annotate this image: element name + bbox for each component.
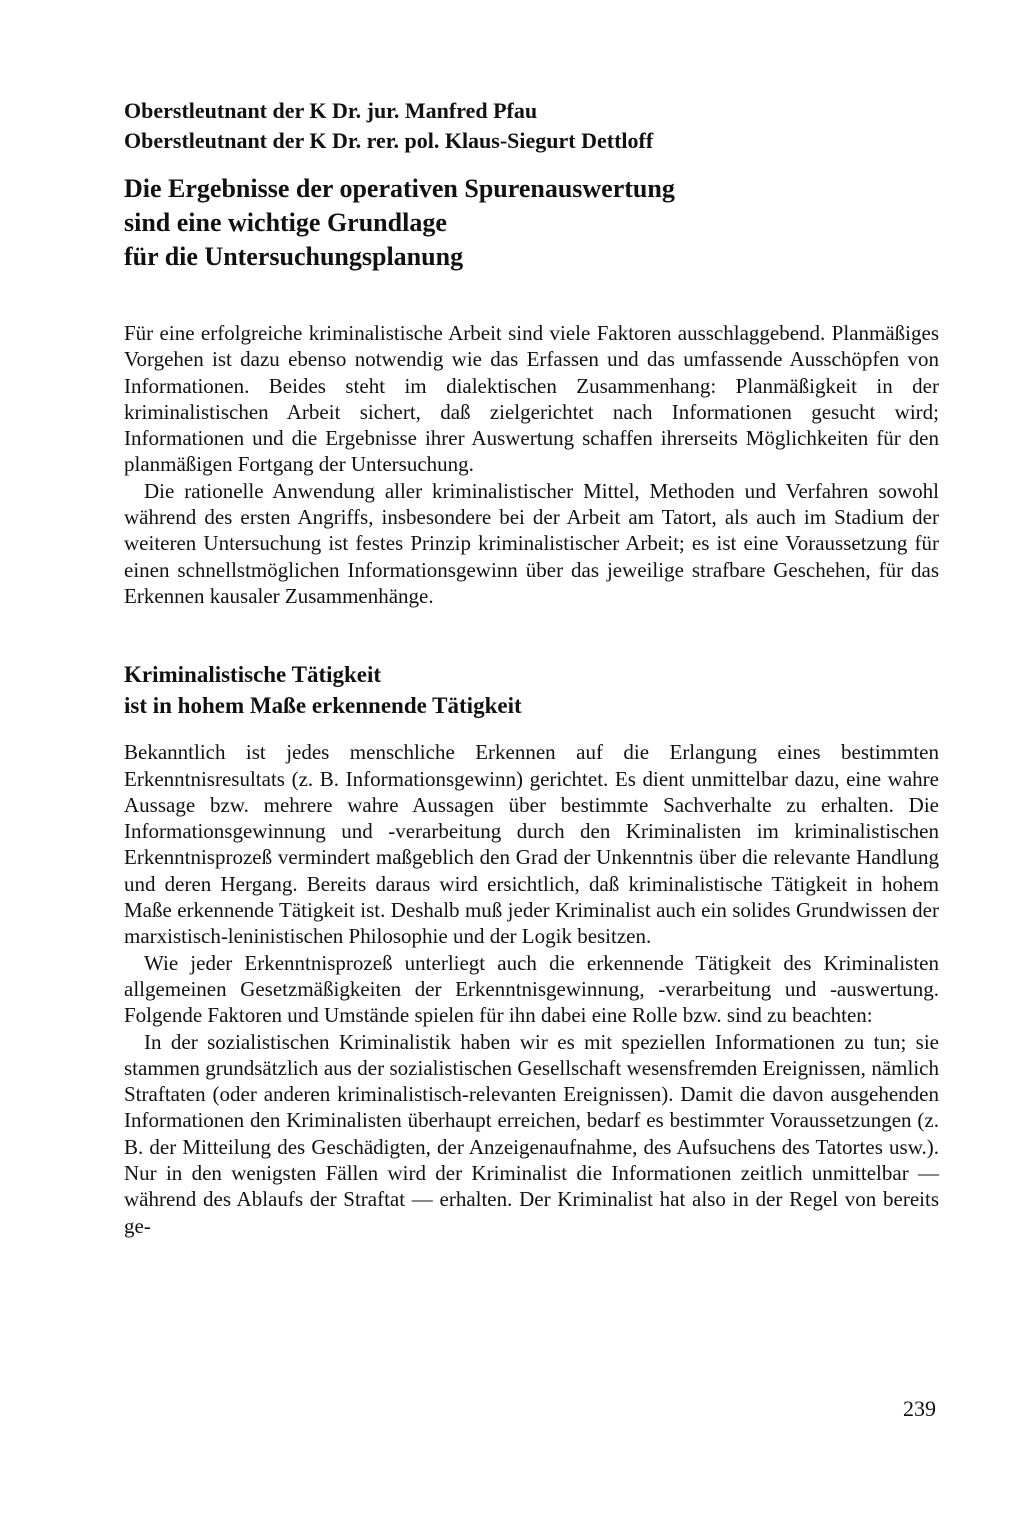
page-number: 239 (903, 1396, 936, 1421)
section-heading (124, 659, 939, 721)
author-list (124, 96, 939, 156)
article-title (124, 172, 939, 274)
author-line: Oberstleutnant der K Dr. rer. pol. Klaus-Siegurt Dettloff (124, 128, 654, 153)
body-paragraph: Bekanntlich ist jedes menschliche Erkennen auf die Erlangung eines bestimmten Erkenntnisresultats (z. B. Informationsgewinn) gerichtet. Es dient unmittelbar dazu, eine wahre Aussage bzw. mehrere wahre Aussagen über bestimmte Sachverhalte zu erhalten. Die Informationsgewinnung und -verarbeitung durch den Kriminalisten im kriminalistischen Erkenntnisprozeß vermindert maßgeblich den Grad der Unkenntnis über die relevante Handlung und deren Hergang. Bereits daraus wird ersichtlich, daß kriminalistische Tätigkeit in hohem Maße erkennende Tätigkeit ist. Deshalb muß jeder Kriminalist auch ein solides Grundwissen der marxistisch-leninistischen Philosophie und der Logik besitzen. (124, 740, 939, 949)
body-paragraph: Wie jeder Erkenntnisprozeß unterliegt auch die erkennende Tätigkeit des Kriminalisten allgemeinen Gesetzmäßigkeiten der Erkenntnisgewinnung, -verarbeitung und -auswertung. Folgende Faktoren und Umstände spielen für ihn dabei eine Rolle bzw. sind zu beachten: (124, 950, 939, 1028)
body-paragraph: In der sozialistischen Kriminalistik haben wir es mit speziellen Informationen zu tun; sie stammen grundsätzlich aus der sozialistischen Gesellschaft wesensfremden Ereignissen, nämlich Straftaten (oder anderen kriminalistisch-relevanten Ereignissen). Damit die davon ausgehenden Informationen den Kriminalisten überhaupt erreichen, bedarf es bestimmter Voraussetzungen (z. B. der Mitteilung des Geschädigten, der Anzeigenaufnahme, des Aufsuchens des Tatortes usw.). Nur in den wenigsten Fällen wird der Kriminalist die Informationen zeitlich unmittelbar — während des Ablaufs der Straftat — erhalten. Der Kriminalist hat also in der Regel von bereits ge- (124, 1029, 939, 1238)
title-line: sind eine wichtige Grundlage (124, 208, 447, 237)
intro-paragraph: Die rationelle Anwendung aller kriminalistischer Mittel, Methoden und Verfahren sowohl während des ersten Angriffs, insbesondere bei der Arbeit am Tatort, als auch im Stadium der weiteren Untersuchung ist festes Prinzip kriminalistischer Arbeit; es ist eine Voraussetzung für einen schnellstmöglichen Informationsgewinn über das jeweilige strafbare Geschehen, für das Erkennen kausaler Zusammenhänge. (124, 478, 939, 608)
section-heading-line: ist in hohem Maße erkennende Tätigkeit (124, 693, 522, 719)
title-line: für die Untersuchungsplanung (124, 242, 464, 271)
title-line: Die Ergebnisse der operativen Spurenauswertung (124, 174, 675, 203)
section-heading-line: Kriminalistische Tätigkeit (124, 662, 382, 688)
intro-paragraph: Für eine erfolgreiche kriminalistische Arbeit sind viele Faktoren ausschlaggebend. Planmäßiges Vorgehen ist dazu ebenso notwendig wie das Erfassen und das umfassende Ausschöpfen von Informationen. Beides steht im dialektischen Zusammenhang: Planmäßigkeit in der kriminalistischen Arbeit sichert, daß zielgerichtet nach Informationen gesucht wird; Informationen und die Ergebnisse ihrer Auswertung schaffen ihrerseits Möglichkeiten für den planmäßigen Fortgang der Untersuchung. (124, 321, 939, 477)
author-line: Oberstleutnant der K Dr. jur. Manfred Pfau (124, 98, 538, 123)
document-page (124, 96, 939, 1239)
